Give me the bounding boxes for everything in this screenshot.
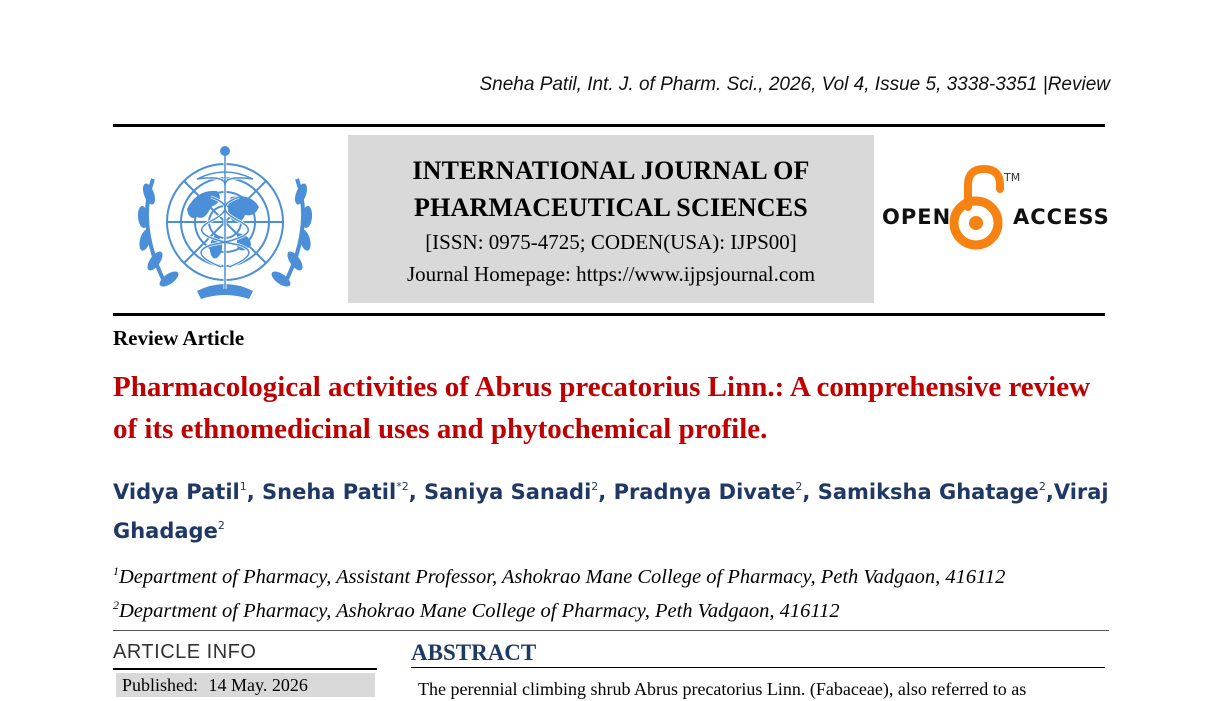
article-info-rule: [113, 668, 377, 670]
trademark-mark: TM: [1004, 171, 1021, 184]
header-bottom-rule: [113, 313, 1105, 316]
author-separator: ,: [1045, 480, 1054, 504]
journal-homepage-link[interactable]: Journal Homepage: https://www.ijpsjournal.com: [406, 262, 816, 286]
abstract-text: The perennial climbing shrub Abrus precatorius Linn. (Fabaceae), also referred to as: [418, 679, 1027, 699]
published-label: Published:: [122, 675, 199, 695]
journal-issn: [ISSN: 0975-4725; CODEN(USA): IJPS00]: [425, 230, 797, 254]
author-affiliation-mark: 2: [217, 519, 225, 532]
affiliation-mark: 1: [113, 564, 119, 578]
affiliations: [113, 557, 1113, 625]
abstract-heading: ABSTRACT: [411, 640, 537, 665]
article-info-heading: ARTICLE INFO: [113, 641, 257, 663]
section-divider: [113, 630, 1109, 631]
open-access-logo: [880, 165, 1110, 251]
author-name: Vidya Patil: [113, 480, 240, 504]
journal-title-line2: PHARMACEUTICAL SCIENCES: [414, 193, 808, 222]
journal-title-line1: INTERNATIONAL JOURNAL OF: [412, 156, 810, 185]
affiliation-text: Department of Pharmacy, Assistant Professor, Ashokrao Mane College of Pharmacy, Peth Vadgaon, 416112: [119, 566, 1006, 588]
author-separator: ,: [802, 480, 818, 504]
journal-title: [348, 152, 874, 226]
author-list: [113, 470, 1113, 548]
affiliation-line: [113, 557, 1113, 591]
published-row: [116, 673, 375, 697]
author-separator: ,: [408, 480, 424, 504]
author-affiliation-mark: 2: [795, 480, 803, 493]
open-access-right-text: ACCESS: [1013, 205, 1110, 229]
author-affiliation-mark: 2: [591, 480, 599, 493]
abstract-rule: [411, 667, 1105, 668]
open-access-lock-icon: [954, 169, 1000, 245]
affiliation-text: Department of Pharmacy, Ashokrao Mane College of Pharmacy, Peth Vadgaon, 416112: [119, 600, 840, 622]
author-name: Viraj Ghadage: [113, 480, 1109, 543]
journal-masthead: [348, 135, 874, 303]
author-affiliation-mark: 1: [239, 480, 247, 493]
article-title: Pharmacological activities of Abrus precatorius Linn.: A comprehensive review of its ethnomedicinal uses and phytochemical profile.: [113, 371, 1091, 445]
affiliation-mark: 2: [113, 598, 119, 612]
author-separator: ,: [246, 480, 263, 504]
author-affiliation-mark: *2: [396, 480, 409, 493]
open-access-left-text: OPEN: [882, 205, 952, 229]
author-affiliation-mark: 2: [1038, 480, 1046, 493]
running-head: Sneha Patil, Int. J. of Pharm. Sci., 2026, Vol 4, Issue 5, 3338-3351 |Review: [479, 74, 1110, 95]
author-name: Samiksha Ghatage: [817, 480, 1039, 504]
author-separator: ,: [598, 480, 614, 504]
published-date: 14 May. 2026: [208, 675, 308, 695]
affiliation-line: [113, 591, 1113, 625]
author-name: Sneha Patil: [262, 480, 397, 504]
un-emblem-caduceus-logo: [127, 139, 323, 305]
article-type: Review Article: [113, 326, 245, 350]
header-top-rule: [113, 124, 1105, 127]
author-name: Pradnya Divate: [613, 480, 796, 504]
author-name: Saniya Sanadi: [424, 480, 592, 504]
